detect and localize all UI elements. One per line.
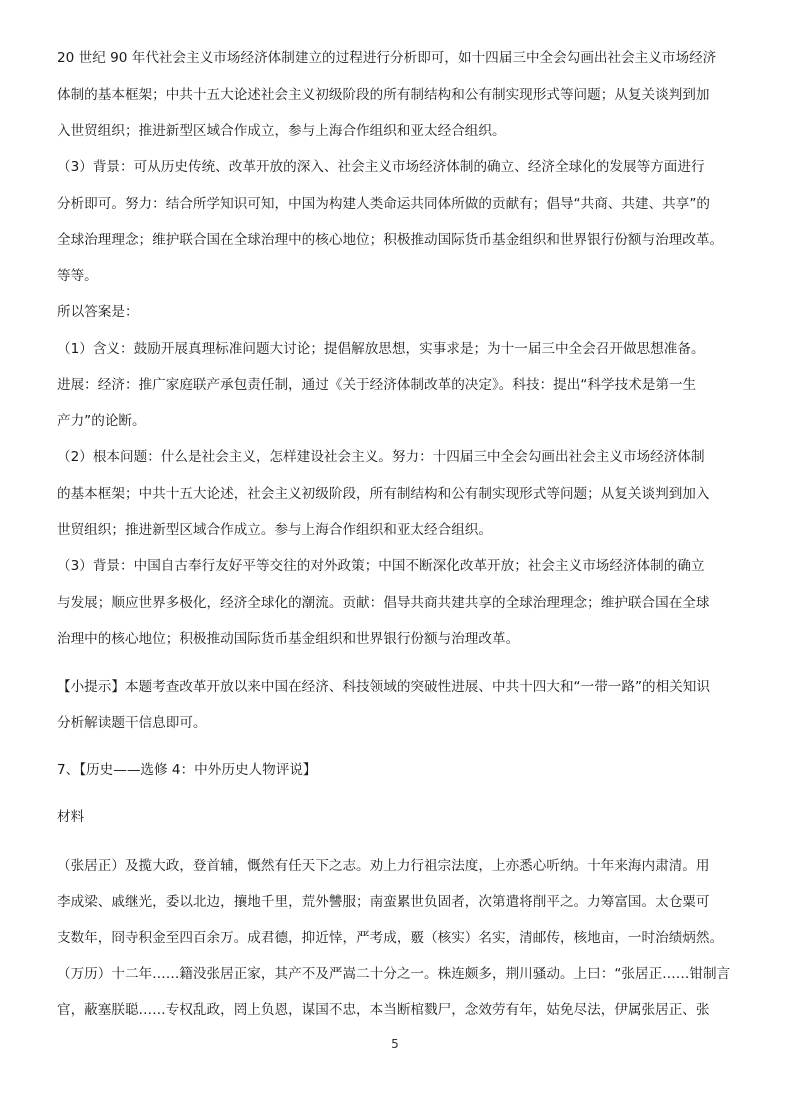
text-line: 官，蔽塞朕聪……专权乱政，罔上负恩，谋国不忠，本当断棺戮尸，念效劳有年，姑免尽法，伊属张居正、张 (57, 1002, 710, 1018)
text-line: 李成梁、戚继光，委以北边，攘地千里，荒外讐服；南蛮累世负固者，次第遣将削平之。力筹富国。太仓粟可 (57, 894, 710, 910)
text-line: 治理中的核心地位；积极推动国际货币基金组织和世界银行份额与治理改革。 (57, 631, 520, 647)
text-line: 所以答案是： (57, 304, 139, 320)
hint-line: 分析解读题干信息即可。 (57, 715, 207, 731)
material-label: 材料 (57, 809, 85, 825)
text-line: （1）含义：鼓励开展真理标准问题大讨论；提倡解放思想，实事求是；为十一届三中全会召开做思想准备。 (57, 341, 705, 357)
text-line: 体制的基本框架；中共十五大论述社会主义初级阶段的所有制结构和公有制实现形式等问题；从复关谈判到加 (57, 87, 710, 103)
text-line: 分析即可。努力：结合所学知识可知，中国为构建人类命运共同体所做的贡献有；倡导“共商、共建、共享”的 (57, 196, 710, 212)
question-heading: 7、【历史——选修 4：中外历史人物评说】 (57, 762, 317, 778)
page-number: 5 (391, 1037, 399, 1051)
text-line: 的基本框架；中共十五大论述，社会主义初级阶段，所有制结构和公有制实现形式等问题；从复关谈判到加入 (57, 486, 710, 502)
text-line: 全球治理理念；维护联合国在全球治理中的核心地位；积极推动国际货币基金组织和世界银行份额与治理改革。 (57, 232, 724, 248)
text-line: （2）根本问题：什么是社会主义，怎样建设社会主义。努力：十四届三中全会勾画出社会主义市场经济体制 (57, 449, 705, 465)
text-line: 等等。 (57, 268, 98, 284)
text-line: 进展：经济：推广家庭联产承包责任制，通过《关于经济体制改革的决定》。科技：提出“科学技术是第一生 (57, 377, 697, 393)
text-line: 产力”的论断。 (57, 413, 146, 429)
text-line: 20 世纪 90 年代社会主义市场经济体制建立的过程进行分析即可，如十四届三中全会勾画出社会主义市场经济 (57, 50, 717, 66)
text-line: （张居正）及揽大政，登首辅，慨然有任天下之志。劝上力行祖宗法度，上亦悉心听纳。十年来海内肃清。用 (57, 858, 710, 874)
text-line: 与发展；顺应世界多极化，经济全球化的潮流。贡献：倡导共商共建共享的全球治理理念；维护联合国在全球 (57, 595, 710, 611)
text-line: （3）背景：可从历史传统、改革开放的深入、社会主义市场经济体制的确立、经济全球化的发展等方面进行 (57, 159, 705, 175)
text-line: （万历）十二年……籍没张居正家，其产不及严嵩二十分之一。株连颇多，荆川骚动。上曰：“张居正……钳制言 (57, 966, 731, 982)
text-line: 世贸组织；推进新型区域合作成立。参与上海合作组织和亚太经合组织。 (57, 522, 492, 538)
text-line: （3）背景：中国自古奉行友好平等交往的对外政策；中国不断深化改革开放；社会主义市场经济体制的确立 (57, 558, 705, 574)
hint-line: 【小提示】本题考查改革开放以来中国在经济、科技领域的突破性进展、中共十四大和“一带一路”的相关知识 (57, 679, 710, 695)
text-line: 入世贸组织；推进新型区域合作成立，参与上海合作组织和亚太经合组织。 (57, 123, 506, 139)
text-line: 支数年，冏寺积金至四百余万。成君德，抑近悻，严考成，覈（核实）名实，清邮传，核地亩，一时治绩炳然。 (57, 930, 724, 946)
